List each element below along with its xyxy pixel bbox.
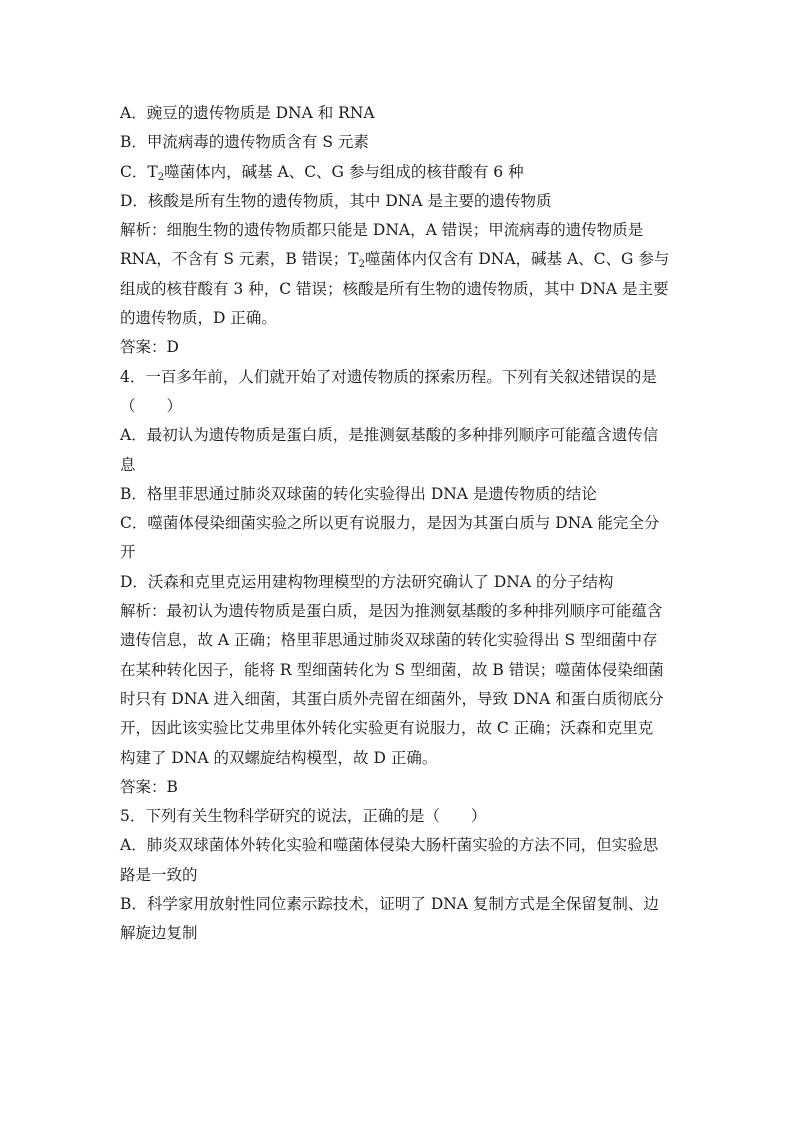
q4-option-a-line-2: 息 bbox=[120, 455, 136, 474]
q4-stem-line-2: （ ） bbox=[120, 396, 183, 415]
q4-analysis-line-6: 构建了 DNA 的双螺旋结构模型，故 D 正确。 bbox=[120, 748, 438, 767]
q3-analysis-2-prefix: RNA，不含有 S 元素，B 错误；T bbox=[120, 250, 359, 269]
q4-analysis-line-1: 解析：最初认为遗传物质是蛋白质，是因为推测氨基酸的多种排列顺序可能蕴含 bbox=[120, 602, 663, 621]
q4-answer: 答案：B bbox=[120, 777, 178, 796]
q5-option-b-line-1: B．科学家用放射性同位素示踪技术，证明了 DNA 复制方式是全保留复制、边 bbox=[120, 895, 659, 914]
q3-analysis-line-1: 解析：细胞生物的遗传物质都只能是 DNA，A 错误；甲流病毒的遗传物质是 bbox=[120, 221, 644, 240]
q4-analysis-line-4: 时只有 DNA 进入细菌，其蛋白质外壳留在细菌外，导致 DNA 和蛋白质彻底分 bbox=[120, 689, 664, 708]
q3-answer: 答案：D bbox=[120, 338, 179, 357]
q4-analysis-line-3: 在某种转化因子，能将 R 型细菌转化为 S 型细菌，故 B 错误；噬菌体侵染细菌 bbox=[120, 660, 664, 679]
q4-analysis-line-2: 遗传信息，故 A 正确；格里菲思通过肺炎双球菌的转化实验得出 S 型细菌中存 bbox=[120, 631, 658, 650]
q3-option-c-text: 噬菌体内，碱基 A、C、G 参与组成的核苷酸有 6 种 bbox=[164, 162, 524, 181]
q3-option-a: A．豌豆的遗传物质是 DNA 和 RNA bbox=[120, 104, 375, 122]
document-page bbox=[120, 99, 680, 949]
q3-option-c-subscript: 2 bbox=[157, 171, 165, 183]
q5-stem: 5．下列有关生物科学研究的说法，正确的是（ ） bbox=[120, 807, 487, 826]
q3-analysis-line-4: 的遗传物质，D 正确。 bbox=[120, 309, 277, 328]
q5-option-a-line-2: 路是一致的 bbox=[120, 865, 198, 884]
q4-option-d: D．沃森和克里克运用建构物理模型的方法研究确认了 DNA 的分子结构 bbox=[120, 572, 614, 591]
q3-analysis-2-text: 噬菌体内仅含有 DNA，碱基 A、C、G 参与 bbox=[364, 250, 670, 269]
q3-option-c-prefix: C．T bbox=[120, 162, 158, 181]
q3-option-c bbox=[120, 158, 680, 187]
q3-analysis-line-2 bbox=[120, 245, 680, 274]
q4-option-b: B．格里菲思通过肺炎双球菌的转化实验得出 DNA 是遗传物质的结论 bbox=[120, 484, 597, 503]
q4-analysis-line-5: 开，因此该实验比艾弗里体外转化实验更有说服力，故 C 正确；沃森和克里克 bbox=[120, 719, 654, 738]
q3-analysis-2-subscript: 2 bbox=[358, 259, 365, 271]
q4-option-a-line-1: A．最初认为遗传物质是蛋白质，是推测氨基酸的多种排列顺序可能蕴含遗传信 bbox=[120, 426, 659, 445]
q5-option-a-line-1: A．肺炎双球菌体外转化实验和噬菌体侵染大肠杆菌实验的方法不同，但实验思 bbox=[120, 836, 659, 855]
q4-stem-line-1: 4．一百多年前，人们就开始了对遗传物质的探索历程。下列有关叙述错误的是 bbox=[120, 367, 657, 386]
q3-option-b: B．甲流病毒的遗传物质含有 S 元素 bbox=[120, 133, 369, 152]
q4-option-c-line-1: C．噬菌体侵染细菌实验之所以更有说服力，是因为其蛋白质与 DNA 能完全分 bbox=[120, 514, 660, 533]
q3-analysis-line-3: 组成的核苷酸有 3 种，C 错误；核酸是所有生物的遗传物质，其中 DNA 是主要 bbox=[120, 279, 669, 298]
q5-option-b-line-2: 解旋边复制 bbox=[120, 924, 198, 943]
q4-option-c-line-2: 开 bbox=[120, 543, 136, 562]
q3-option-d: D．核酸是所有生物的遗传物质，其中 DNA 是主要的遗传物质 bbox=[120, 191, 552, 210]
